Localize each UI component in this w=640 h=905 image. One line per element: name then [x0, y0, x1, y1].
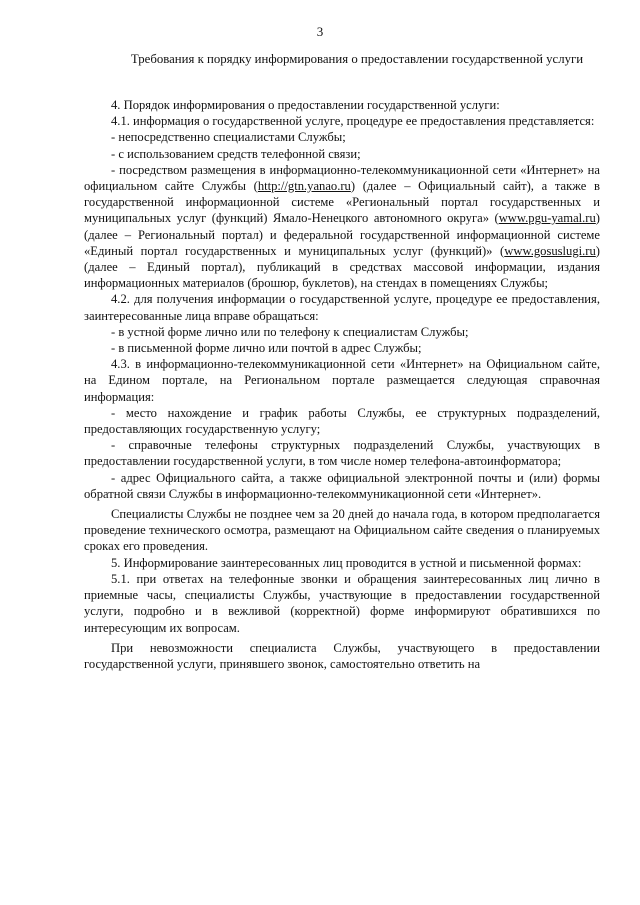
list-item-written: - в письменной форме лично или почтой в адрес Службы;	[111, 341, 422, 356]
list-item-internet	[84, 162, 600, 292]
paragraph-4: 4. Порядок информирования о предоставлении государственной услуги:	[111, 98, 500, 112]
paragraph-5-1: 5.1. при ответах на телефонные звонки и обращения заинтересованных лиц лично в приемные часы, специалисты Службы, участвующие в предоставлении государственной услуги, подробно и в вежливой (корректной) форме информируют обратившихся по интересующим их вопросам.	[84, 571, 600, 635]
list-item-internet-text-4: ) (далее – Единый портал), публикаций в средствах массовой информации, издания информационных материалов (брошюр, буклетов), на стендах в помещениях Службы;	[84, 243, 600, 291]
paragraph-inability: При невозможности специалиста Службы, участвующего в предоставлении государственной услуги, принявшего звонок, самостоятельно ответить на	[84, 640, 600, 671]
list-item-internet-text-3: ) (далее – Региональный портал) и федеральной государственной информационной системе «Единый портал государственных и муниципальных услуг (функций)» (	[84, 211, 600, 258]
regional-portal-link[interactable]: www.pgu-yamal.ru	[498, 211, 596, 226]
list-item-internet-text-1: - посредством размещения в информационно-телекоммуникационной сети «Интернет» на официальном сайте Службы (	[84, 162, 600, 194]
list-item-reference-phones: - справочные телефоны структурных подразделений Службы, участвующих в предоставлении государственной услуги, в том числе номер телефона-автоинформатора;	[84, 438, 600, 469]
official-site-link[interactable]: http://gtn.yanao.ru	[257, 179, 351, 194]
paragraph-4-2: 4.2. для получения информации о государственной услуге, процедуре ее предоставления, заинтересованные лица вправе обращаться:	[84, 292, 600, 323]
unified-portal-link[interactable]: www.gosuslugi.ru	[504, 243, 596, 258]
list-item-phone: - с использованием средств телефонной связи;	[111, 146, 361, 161]
page-number: 3	[316, 24, 324, 39]
paragraph-4-1: 4.1. информация о государственной услуге, процедуре ее предоставления представляется:	[111, 114, 595, 129]
list-item-direct: - непосредственно специалистами Службы;	[111, 130, 346, 145]
list-item-site-address: - адрес Официального сайта, а также официальной электронной почты и (или) формы обратной связи Службы в информационно-телекоммуникационной сети «Интернет».	[84, 470, 600, 501]
list-item-oral: - в устной форме лично или по телефону к специалистам Службы;	[111, 324, 469, 339]
list-item-location: - место нахождение и график работы Службы, ее структурных подразделений, предоставляющих государственную услугу;	[84, 405, 600, 437]
paragraph-5: 5. Информирование заинтересованных лиц проводится в устной и письменной формах:	[111, 555, 582, 570]
list-item-internet-text-2: ) (далее – Официальный сайт), а также в государственной информационной системе «Региональный портал государственных и муниципальных услуг (функций) Ямало-Ненецкого автономного округа» (	[84, 179, 600, 226]
document-body	[84, 97, 600, 672]
paragraph-4-3: 4.3. в информационно-телекоммуникационной сети «Интернет» на Официальном сайте, на Едином портале, на Региональном портале размещается следующая справочная информация:	[84, 357, 600, 404]
paragraph-inspection: Специалисты Службы не позднее чем за 20 дней до начала года, в котором предполагается проведение технического осмотра, размещают на Официальном сайте сведения о планируемых сроках его проведения.	[84, 507, 600, 554]
section-title: Требования к порядку информирования о предоставлении государственной услуги	[130, 52, 584, 66]
